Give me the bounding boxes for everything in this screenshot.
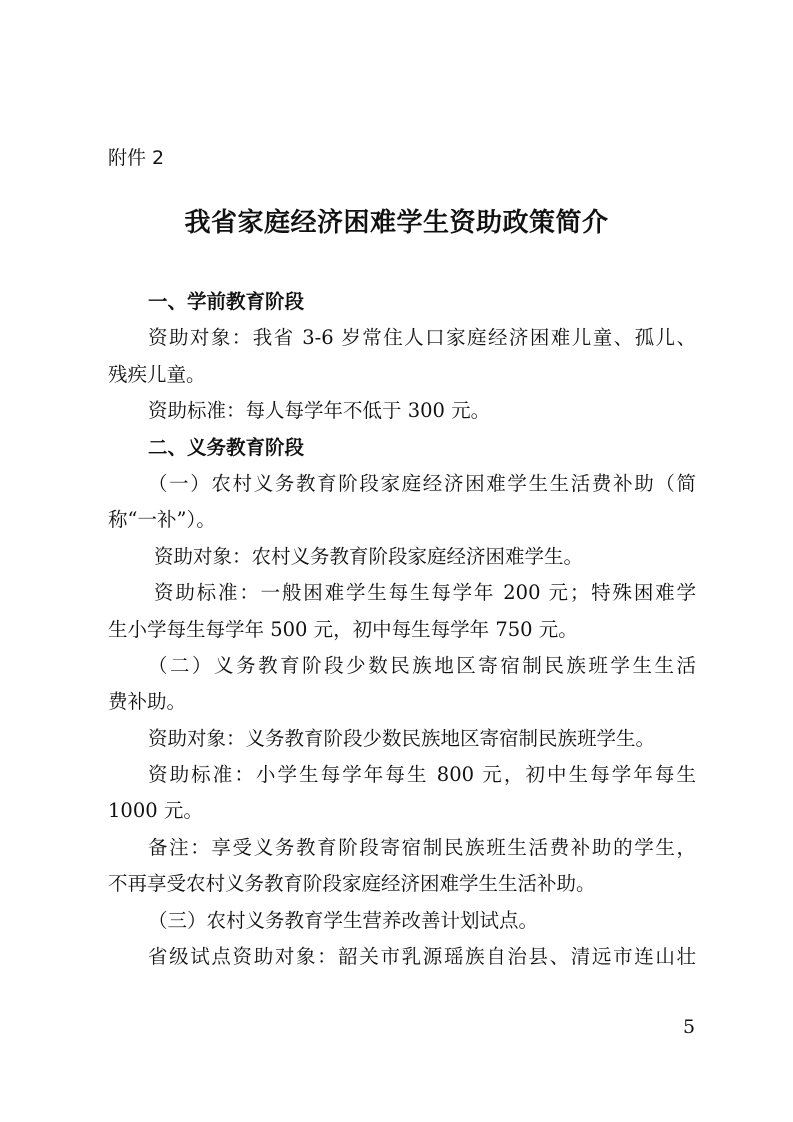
subsection-heading-line: （三）农村义务教育学生营养改善计划试点。 — [148, 908, 539, 932]
note-line: 不再享受农村义务教育阶段家庭经济困难学生生活补助。 — [108, 872, 596, 896]
subsection-heading-line: （一）农村义务教育阶段家庭经济困难学生生活费补助（简 — [148, 471, 696, 495]
paragraph-line: 残疾儿童。 — [108, 362, 206, 386]
section-heading-compulsory: 二、义务教育阶段 — [148, 435, 305, 459]
document-title: 我省家庭经济困难学生资助政策简介 — [184, 208, 609, 238]
document-body — [108, 284, 696, 975]
paragraph-line: 资助标准：每人每学年不低于 300 元。 — [148, 399, 491, 423]
note-line: 备注：享受义务教育阶段寄宿制民族班生活费补助的学生， — [148, 835, 696, 859]
paragraph-line: 省级试点资助对象：韶关市乳源瑶族自治县、清远市连山壮 — [148, 945, 696, 969]
paragraph-line: 生小学每生每学年 500 元，初中每生每学年 750 元。 — [108, 617, 578, 641]
paragraph-line: 资助标准：一般困难学生每生每学年 200 元；特殊困难学 — [154, 581, 696, 605]
paragraph-line: 1000 元。 — [108, 799, 203, 823]
paragraph-line: 资助对象：农村义务教育阶段家庭经济困难学生。 — [154, 544, 584, 568]
attachment-label: 附件 2 — [108, 147, 165, 169]
paragraph-line: 资助对象：义务教育阶段少数民族地区寄宿制民族班学生。 — [148, 726, 656, 750]
subsection-heading-line: 费补助。 — [108, 690, 187, 714]
paragraph-line: 资助对象：我省 3-6 岁常住人口家庭经济困难儿童、孤儿、 — [148, 326, 696, 350]
paragraph-line: 资助标准：小学生每学年每生 800 元，初中生每学年每生 — [148, 763, 696, 787]
subsection-heading-line: 称“一补”）。 — [108, 508, 216, 532]
subsection-heading-line: （二）义务教育阶段少数民族地区寄宿制民族班学生生活 — [148, 653, 696, 677]
page-number: 5 — [683, 1016, 696, 1038]
section-heading-preschool: 一、学前教育阶段 — [148, 290, 305, 313]
